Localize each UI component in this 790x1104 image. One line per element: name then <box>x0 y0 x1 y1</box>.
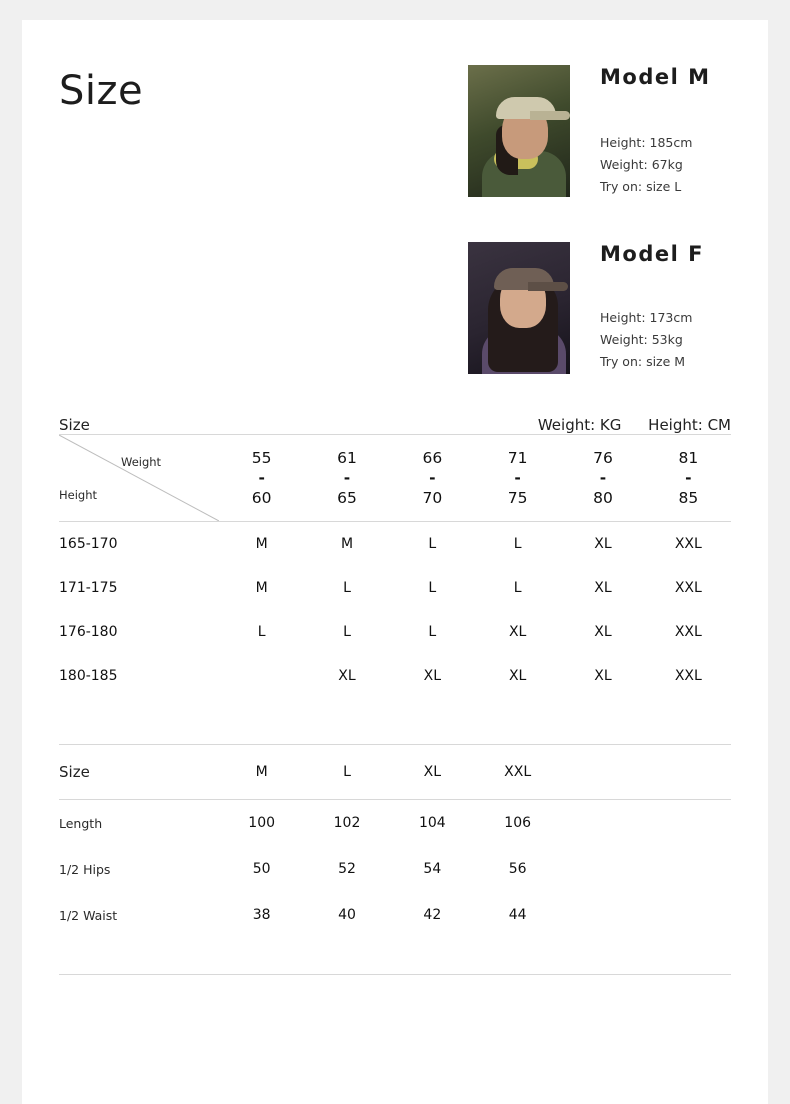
size-cell: XL <box>508 668 527 684</box>
table-row <box>59 654 731 698</box>
size-cell: XXL <box>674 580 702 596</box>
measure-label-hips: 1/2 Hips <box>59 861 111 877</box>
table-row <box>59 892 731 938</box>
measure-value: 42 <box>423 907 442 923</box>
weight-range-3: 71 - 75 <box>507 449 528 507</box>
size-table-header <box>22 390 768 434</box>
size-cell: XL <box>508 624 527 640</box>
size-cell: XXL <box>674 668 702 684</box>
height-range-0: 165-170 <box>59 536 118 552</box>
axis-corner-cell <box>59 435 219 521</box>
model-height-f: Height: 173cm <box>600 310 693 326</box>
measure-value: 38 <box>252 907 271 923</box>
size-cell: XL <box>423 668 442 684</box>
height-range-1: 171-175 <box>59 580 118 596</box>
measure-value: 50 <box>252 861 271 877</box>
measure-value: 56 <box>508 861 527 877</box>
measurement-table-title: Size <box>59 763 90 781</box>
size-cell: L <box>343 580 351 596</box>
measure-value: 44 <box>508 907 527 923</box>
measure-label-length: Length <box>59 815 103 831</box>
model-name-f: Model F <box>600 242 704 266</box>
measure-value: 106 <box>504 815 532 831</box>
measure-value: 104 <box>418 815 446 831</box>
size-guide-page <box>22 20 768 1104</box>
measure-value: 102 <box>333 815 361 831</box>
size-cell: L <box>428 624 437 640</box>
model-height-m: Height: 185cm <box>600 135 693 151</box>
weight-range-4: 76 - 80 <box>593 449 613 507</box>
page-title: Size <box>59 68 144 114</box>
measurement-size-xl: XL <box>423 764 442 780</box>
measurement-size-xxl: XXL <box>504 764 532 780</box>
table-row <box>59 610 731 654</box>
height-range-3: 180-185 <box>59 668 118 684</box>
weight-range-5: 81 - 85 <box>678 449 699 507</box>
table-row <box>59 522 731 566</box>
size-table-title: Size <box>59 416 90 434</box>
size-cell: XL <box>594 668 612 684</box>
size-cell: M <box>340 536 354 552</box>
model-tryon-m: Try on: size L <box>600 179 682 195</box>
size-cell: L <box>428 580 437 596</box>
measurement-size-m: M <box>255 764 268 780</box>
size-cell: L <box>513 536 522 552</box>
size-cell: XL <box>594 624 612 640</box>
size-cell: M <box>255 580 268 596</box>
header-section <box>22 20 768 390</box>
size-cell: L <box>428 536 437 552</box>
weight-range-2: 66 - 70 <box>422 449 443 507</box>
divider <box>59 974 731 975</box>
measure-value: 52 <box>338 861 356 877</box>
axis-height-label: Height <box>59 488 98 502</box>
model-card-f <box>468 242 770 374</box>
unit-weight-label: Weight: KG <box>537 416 622 434</box>
size-table-head-row <box>59 435 731 521</box>
size-chart-table <box>22 435 768 521</box>
size-cell: XXL <box>674 624 702 640</box>
table-row <box>59 566 731 610</box>
size-cell: XL <box>338 668 356 684</box>
diagonal-divider-icon <box>59 435 219 521</box>
measure-label-waist: 1/2 Waist <box>59 907 118 923</box>
model-weight-m: Weight: 67kg <box>600 157 683 173</box>
size-cell: XL <box>594 580 612 596</box>
model-name-m: Model M <box>600 65 711 89</box>
measurement-head-row <box>59 745 731 799</box>
size-cell: L <box>343 624 351 640</box>
measure-value: 40 <box>338 907 356 923</box>
size-cell <box>219 654 304 698</box>
height-range-2: 176-180 <box>59 624 118 640</box>
size-cell: XXL <box>674 536 702 552</box>
model-weight-f: Weight: 53kg <box>600 332 683 348</box>
male-model-photo <box>468 65 570 197</box>
model-card-m <box>468 65 770 198</box>
size-cell: M <box>255 536 268 552</box>
size-cell: XL <box>594 536 612 552</box>
weight-range-1: 61 - 65 <box>337 449 357 507</box>
measurement-table <box>22 745 768 799</box>
table-row <box>59 800 731 846</box>
table-row <box>59 846 731 892</box>
weight-range-0: 55 - 60 <box>251 449 272 507</box>
measure-value: 100 <box>248 815 276 831</box>
measure-value: 54 <box>423 861 442 877</box>
unit-height-label: Height: CM <box>648 416 731 434</box>
axis-weight-label: Weight <box>121 455 162 469</box>
female-model-photo <box>468 242 570 374</box>
size-cell: L <box>257 624 266 640</box>
size-cell: L <box>513 580 522 596</box>
model-tryon-f: Try on: size M <box>600 354 686 370</box>
measurement-size-l: L <box>343 764 351 780</box>
